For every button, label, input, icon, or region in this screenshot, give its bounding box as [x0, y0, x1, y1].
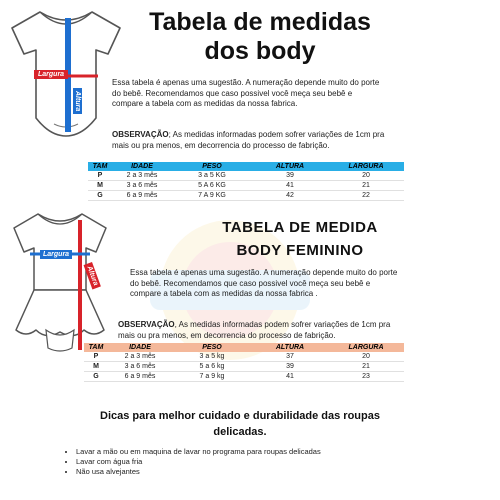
care-tips-title: Dicas para melhor cuidado e durabilidade das roupas delicadas.	[100, 410, 380, 438]
cell: 39	[252, 171, 328, 181]
col-altura: ALTURA	[252, 162, 328, 171]
care-tips-list	[64, 447, 356, 477]
section2-title	[190, 219, 410, 260]
cell: 41	[252, 372, 328, 382]
table-header-row	[88, 162, 404, 171]
cell: 6 a 9 mês	[112, 191, 172, 201]
size-table-body	[88, 162, 404, 201]
cell: M	[84, 362, 108, 372]
section2-observation	[118, 320, 404, 341]
cell: 21	[328, 181, 404, 191]
title-line1: TABELA DE MEDIDA	[222, 219, 378, 236]
cell: 37	[252, 352, 328, 362]
section2-note: Essa tabela é apenas uma sugestão. A numeração depende muito do porte do bebê. Recomendamos que caso possivel você meça seu bebê e compare a tabela com as medidas da nossa fabrica .	[130, 268, 398, 298]
cell: M	[88, 181, 112, 191]
cell: 2 a 3 mês	[112, 171, 172, 181]
col-idade: IDADE	[108, 343, 172, 352]
title-line2: dos body	[204, 37, 316, 65]
cell: G	[88, 191, 112, 201]
col-altura: ALTURA	[252, 343, 328, 352]
cell: 39	[252, 362, 328, 372]
height-label: Altura	[73, 88, 82, 114]
title-line1: Tabela de medidas	[149, 8, 371, 36]
col-largura: LARGURA	[328, 162, 404, 171]
table-row	[84, 372, 404, 382]
list-item: • Lavar com água fria	[76, 457, 356, 466]
cell: 7 a 9 kg	[172, 372, 252, 382]
cell: 20	[328, 171, 404, 181]
list-item: • Lavar a mão ou em maquina de lavar no programa para roupas delicadas	[76, 447, 356, 456]
table-row	[84, 362, 404, 372]
col-tam: TAM	[88, 162, 112, 171]
section1-note: Essa tabela é apenas uma sugestão. A numeração depende muito do porte do bebê. Recomendamos que caso possivel você meça seu bebê e compare a tabela com as medidas da nossa fabrica.	[112, 78, 380, 108]
cell: 5 A 6 KG	[172, 181, 252, 191]
width-label: Largura	[40, 250, 72, 259]
col-largura: LARGURA	[328, 343, 404, 352]
cell: 3 a 5 kg	[172, 352, 252, 362]
col-peso: PESO	[172, 162, 252, 171]
cell: 2 a 3 mês	[108, 352, 172, 362]
cell: 3 a 6 mês	[112, 181, 172, 191]
cell: 23	[328, 372, 404, 382]
col-idade: IDADE	[112, 162, 172, 171]
cell: 20	[328, 352, 404, 362]
table-header-row	[84, 343, 404, 352]
list-item: • Não usa alvejantes	[76, 467, 356, 476]
obs-text: ; As medidas informadas podem sofrer variações de 1cm pra mais ou pra menos, em decorrencia do processo de fabrição.	[112, 130, 385, 150]
title-line2: BODY FEMININO	[236, 242, 364, 259]
cell: G	[84, 372, 108, 382]
table-row	[88, 191, 404, 201]
obs-text: , As medidas informadas podem sofrer variações de 1cm pra mais ou pra menos, em decorrencia do processo de fabrição.	[118, 320, 391, 340]
cell: P	[88, 171, 112, 181]
size-table-feminino	[84, 343, 404, 382]
cell: 42	[252, 191, 328, 201]
cell: 6 a 9 mês	[108, 372, 172, 382]
table-row	[88, 171, 404, 181]
cell: 21	[328, 362, 404, 372]
width-label: Largura	[34, 70, 68, 79]
obs-label: OBSERVAÇÃO	[118, 320, 175, 329]
cell: 3 a 6 mês	[108, 362, 172, 372]
col-peso: PESO	[172, 343, 252, 352]
cell: 22	[328, 191, 404, 201]
obs-label: OBSERVAÇÃO	[112, 130, 169, 139]
height-label: Altura	[84, 262, 101, 290]
table-row	[88, 181, 404, 191]
col-tam: TAM	[84, 343, 108, 352]
section1-observation	[112, 130, 392, 151]
cell: 41	[252, 181, 328, 191]
table-row	[84, 352, 404, 362]
cell: 3 a 5 KG	[172, 171, 252, 181]
cell: 5 a 6 kg	[172, 362, 252, 372]
cell: 7 A 9 KG	[172, 191, 252, 201]
cell: P	[84, 352, 108, 362]
section1-title	[140, 8, 380, 66]
